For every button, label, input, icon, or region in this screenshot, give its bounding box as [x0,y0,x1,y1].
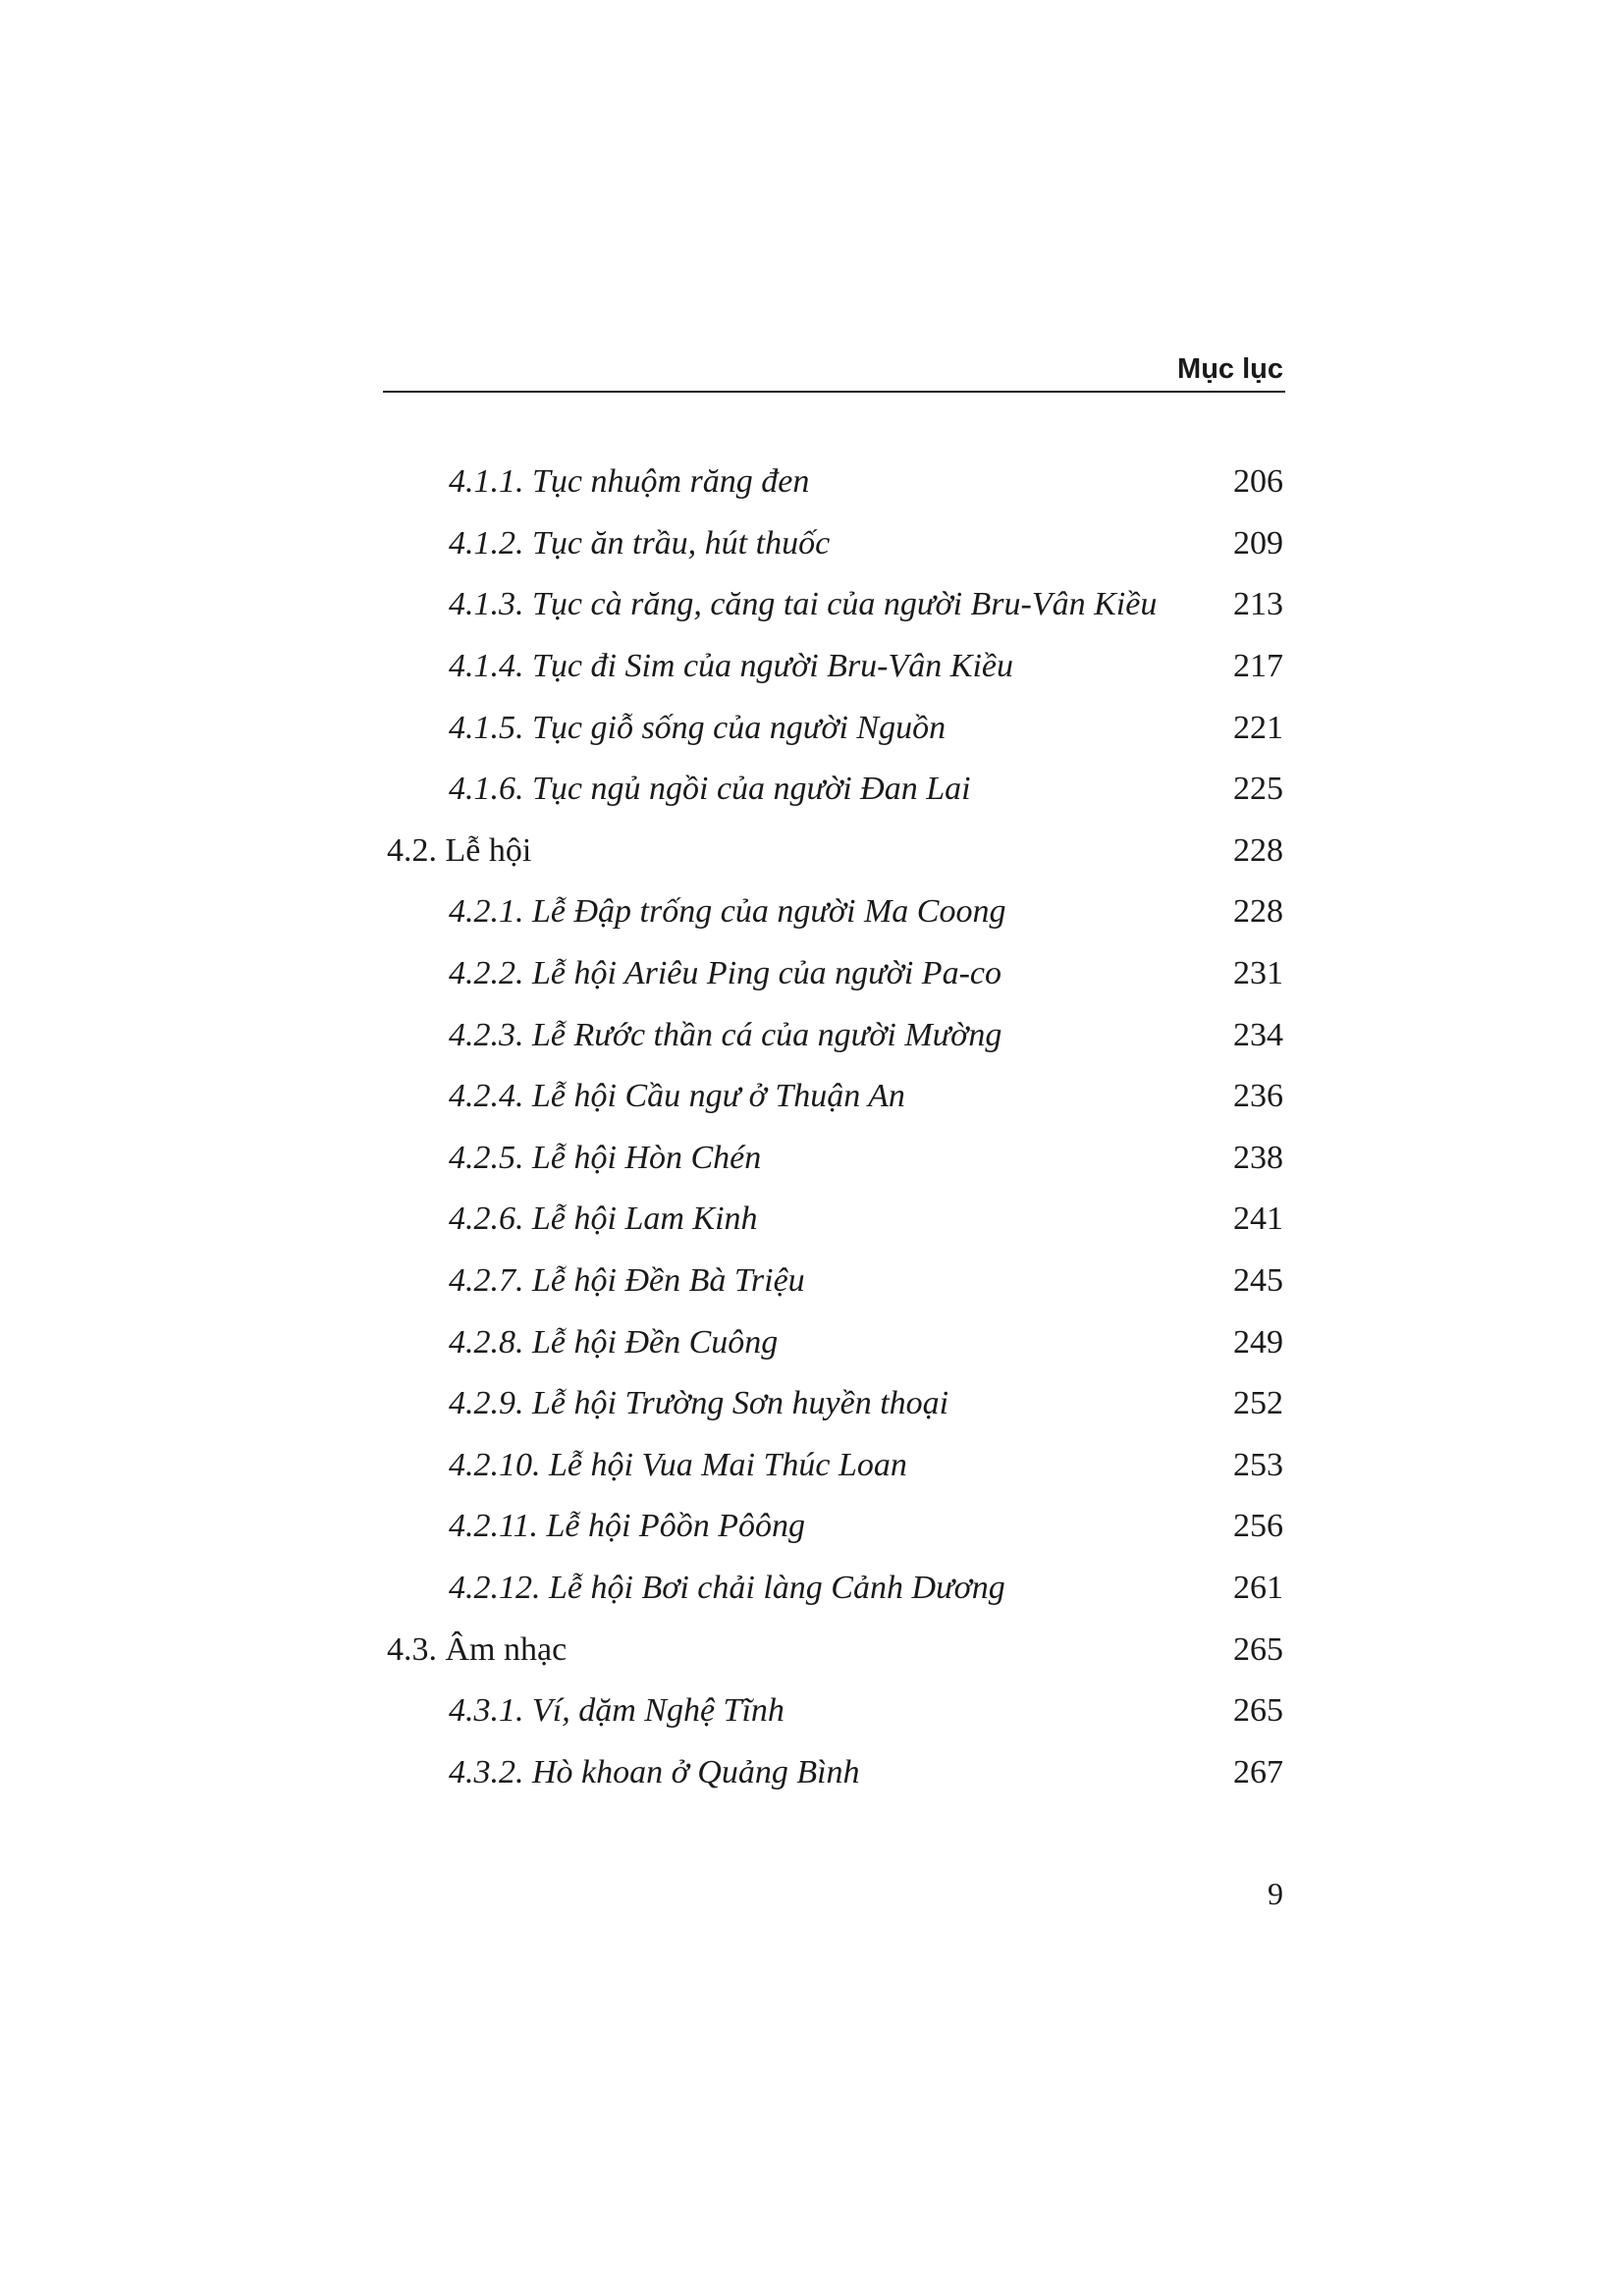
toc-entry-page: 236 [1233,1078,1283,1115]
toc-entry-title: 4.2.8. Lễ hội Đền Cuông [449,1323,779,1361]
toc-entry [383,881,1283,943]
toc-entry-page: 238 [1233,1139,1283,1176]
toc-entry [383,1741,1283,1803]
toc-entry-page: 231 [1233,955,1283,992]
toc-entry-title: 4.3.2. Hò khoan ở Quảng Bình [449,1753,860,1790]
toc-entry-title: 4.1.1. Tục nhuộm răng đen [449,463,810,501]
toc-entry-page: 265 [1233,1692,1283,1730]
toc-entry-page: 225 [1233,771,1283,808]
toc-entry-title: 4.2.7. Lễ hội Đền Bà Triệu [449,1262,805,1300]
toc-entry [383,1128,1283,1190]
toc-entry-page: 228 [1233,831,1283,869]
running-header-title: Mục lục [1177,353,1283,385]
toc-entry-title: 4.2.1. Lễ Đập trống của người Ma Coong [449,893,1006,931]
toc-entry-title: 4.1.3. Tục cà răng, căng tai của người Bru-Vân Kiều [449,586,1158,623]
toc-entry-page: 213 [1233,586,1283,623]
toc-entry-title: 4.1.5. Tục giỗ sống của người Nguồn [449,709,947,746]
toc-entry-page: 265 [1233,1630,1283,1668]
toc-entry-page: 221 [1233,709,1283,746]
toc-entry [383,1311,1283,1373]
toc-entry-page: 228 [1233,893,1283,931]
header-rule [383,391,1285,393]
toc-entry-page: 249 [1233,1323,1283,1361]
table-of-contents [383,452,1283,1803]
toc-entry-page: 253 [1233,1446,1283,1483]
toc-section-entry [383,821,1283,882]
page-number: 9 [1268,1876,1283,1911]
toc-entry-page: 234 [1233,1016,1283,1053]
toc-entry-title: 4.2.4. Lễ hội Cầu ngư ở Thuận An [449,1078,905,1115]
toc-entry [383,1189,1283,1251]
toc-entry-page: 209 [1233,524,1283,561]
toc-entry-title: 4.2.5. Lễ hội Hòn Chén [449,1139,762,1176]
toc-section-title: 4.3. Âm nhạc [387,1630,568,1668]
toc-entry-page: 267 [1233,1753,1283,1790]
toc-entry [383,513,1283,575]
toc-entry-title: 4.2.12. Lễ hội Bơi chải làng Cảnh Dương [449,1569,1005,1606]
toc-entry-title: 4.2.10. Lễ hội Vua Mai Thúc Loan [449,1446,907,1483]
toc-entry-title: 4.2.2. Lễ hội Ariêu Ping của người Pa-co [449,955,1001,992]
toc-entry-title: 4.2.6. Lễ hội Lam Kinh [449,1201,758,1238]
toc-entry-title: 4.1.6. Tục ngủ ngồi của người Đan Lai [449,771,971,808]
toc-entry-page: 252 [1233,1385,1283,1422]
toc-section-entry [383,1619,1283,1681]
toc-entry [383,697,1283,759]
toc-entry [383,1066,1283,1128]
toc-entry-title: 4.3.1. Ví, dặm Nghệ Tĩnh [449,1692,784,1730]
toc-entry-page: 217 [1233,648,1283,685]
toc-entry [383,1251,1283,1312]
toc-entry-page: 245 [1233,1262,1283,1300]
toc-entry [383,636,1283,698]
toc-entry-title: 4.2.9. Lễ hội Trường Sơn huyền thoại [449,1385,949,1422]
toc-section-title: 4.2. Lễ hội [387,831,532,869]
toc-entry [383,1681,1283,1742]
toc-entry [383,1496,1283,1558]
toc-entry [383,1004,1283,1066]
toc-entry-title: 4.1.4. Tục đi Sim của người Bru-Vân Kiều [449,648,1013,685]
toc-entry-page: 241 [1233,1201,1283,1238]
toc-entry-title: 4.1.2. Tục ăn trầu, hút thuốc [449,524,831,561]
toc-entry-page: 206 [1233,463,1283,501]
toc-entry [383,759,1283,821]
toc-entry [383,574,1283,636]
toc-entry-title: 4.2.3. Lễ Rước thần cá của người Mường [449,1016,1002,1053]
toc-entry [383,943,1283,1005]
toc-entry [383,1373,1283,1435]
toc-entry-title: 4.2.11. Lễ hội Pôồn Pôông [449,1508,805,1545]
toc-entry [383,1435,1283,1497]
toc-entry [383,1558,1283,1620]
toc-entry-page: 261 [1233,1569,1283,1606]
toc-entry [383,452,1283,513]
toc-entry-page: 256 [1233,1508,1283,1545]
